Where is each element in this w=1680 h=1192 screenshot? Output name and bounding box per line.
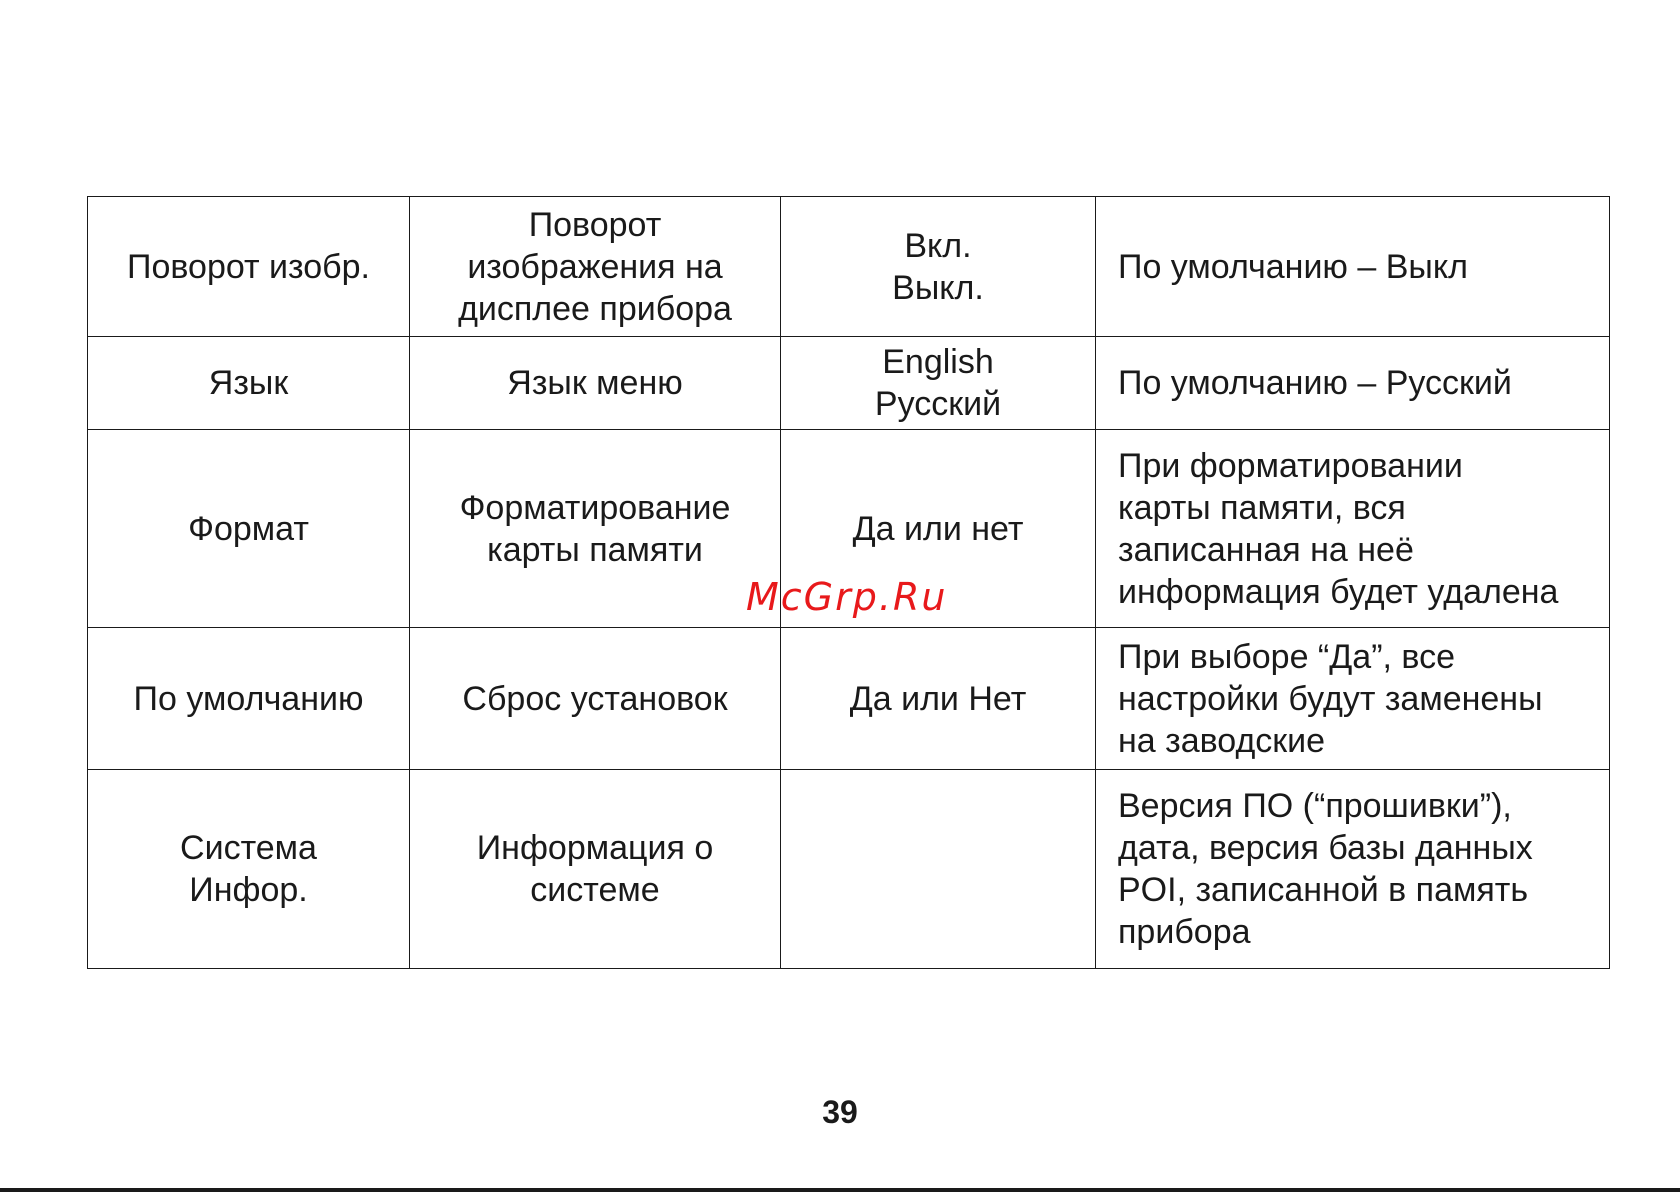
table-row bbox=[88, 628, 1610, 770]
setting-note-cell: При выборе “Да”, все настройки будут заменены на заводские bbox=[1096, 628, 1610, 770]
setting-name-cell: Формат bbox=[88, 430, 410, 628]
setting-name-cell: Язык bbox=[88, 337, 410, 430]
setting-description-cell: Форматирование карты памяти bbox=[410, 430, 781, 628]
setting-description-cell: Поворот изображения на дисплее прибора bbox=[410, 197, 781, 337]
table-row bbox=[88, 770, 1610, 969]
setting-note-cell: При форматировании карты памяти, вся записанная на неё информация будет удалена bbox=[1096, 430, 1610, 628]
setting-options-cell: Да или нет bbox=[781, 430, 1096, 628]
setting-options-cell: English Русский bbox=[781, 337, 1096, 430]
setting-note-cell: Версия ПО (“прошивки”), дата, версия базы данных POI, записанной в память прибора bbox=[1096, 770, 1610, 969]
bottom-divider bbox=[0, 1188, 1680, 1192]
setting-note-cell: По умолчанию – Выкл bbox=[1096, 197, 1610, 337]
page-number: 39 bbox=[822, 1094, 858, 1130]
table-row bbox=[88, 197, 1610, 337]
setting-description-cell: Информация о системе bbox=[410, 770, 781, 969]
setting-name-cell: Система Инфор. bbox=[88, 770, 410, 969]
setting-description-cell: Сброс установок bbox=[410, 628, 781, 770]
setting-name-cell: Поворот изобр. bbox=[88, 197, 410, 337]
watermark: McGrp.Ru bbox=[746, 575, 948, 619]
setting-description-cell: Язык меню bbox=[410, 337, 781, 430]
setting-note-cell: По умолчанию – Русский bbox=[1096, 337, 1610, 430]
setting-name-cell: По умолчанию bbox=[88, 628, 410, 770]
setting-options-cell: Да или Нет bbox=[781, 628, 1096, 770]
setting-options-cell bbox=[781, 770, 1096, 969]
table-row bbox=[88, 337, 1610, 430]
setting-options-cell: Вкл. Выкл. bbox=[781, 197, 1096, 337]
